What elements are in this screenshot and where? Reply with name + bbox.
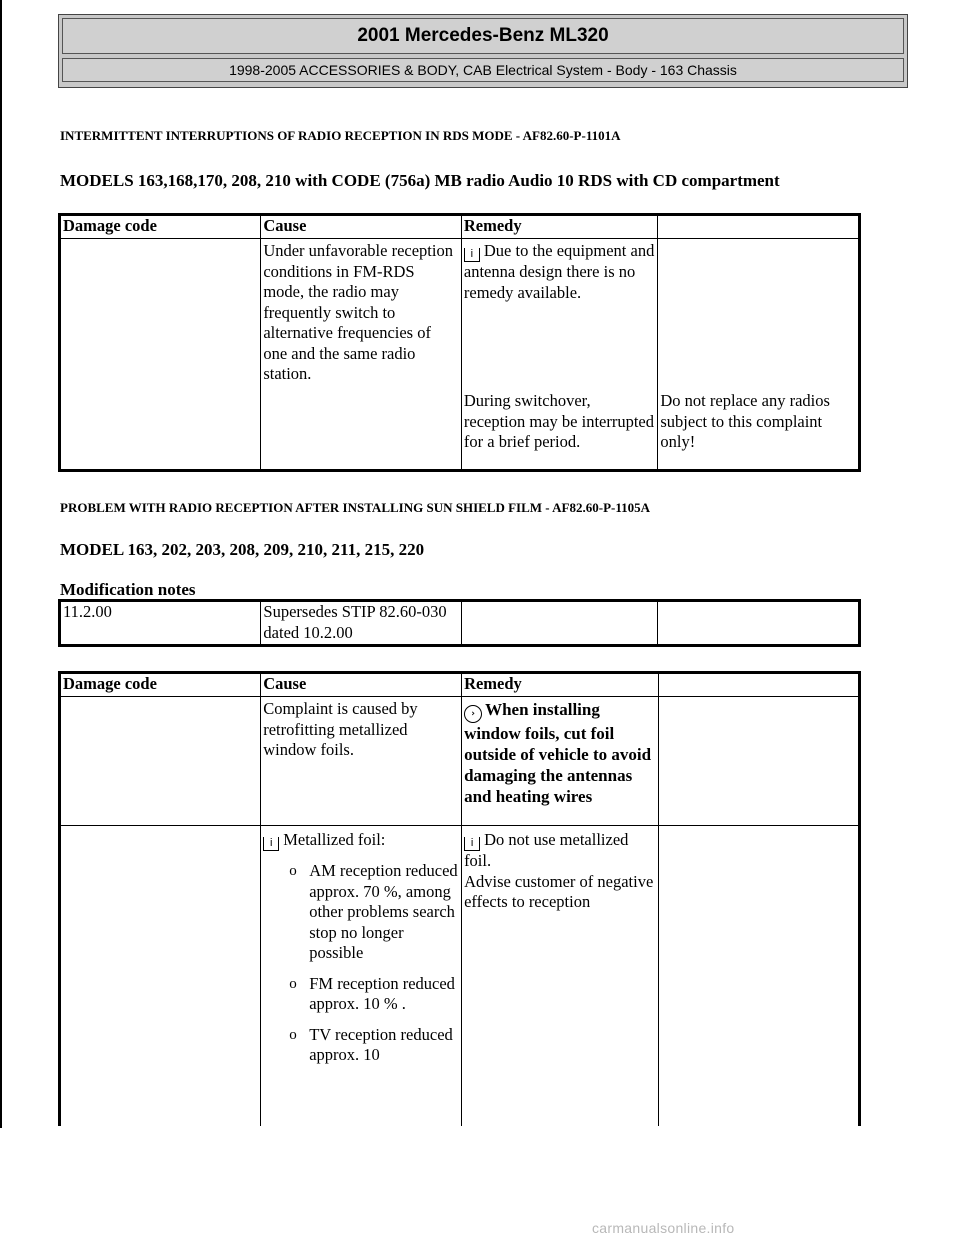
col-cause: Cause — [261, 215, 462, 239]
mod-date: 11.2.00 — [60, 601, 261, 646]
info-icon: i — [464, 837, 480, 851]
list-item: o FM reception reduced approx. 10 % . — [289, 974, 459, 1015]
cause-cell — [261, 826, 462, 1127]
remedy-cell — [462, 697, 658, 826]
extra-cell — [658, 697, 860, 826]
cause-text: Under unfavorable reception conditions in FM-RDS mode, the radio may frequently switch to alternative frequencies of one and the same radio station. — [263, 241, 453, 383]
row2-remedy-2: Advise customer of negative effects to reception — [464, 871, 654, 911]
remedy-note — [464, 239, 656, 303]
row2-remedy-1 — [464, 826, 655, 872]
mod-text: Supersedes STIP 82.60-030 dated 10.2.00 — [261, 601, 462, 646]
damage-code-cell — [60, 826, 261, 1127]
section1-table — [58, 213, 861, 472]
col-remedy: Remedy — [461, 215, 658, 239]
mod-empty-2 — [658, 601, 860, 646]
remedy-note-text: Due to the equipment and antenna design there is no remedy available. — [463, 241, 655, 302]
extra-cell — [658, 826, 860, 1127]
table-header-row — [60, 673, 860, 697]
col-cause: Cause — [261, 673, 462, 697]
cause-cell — [261, 697, 462, 826]
do-not-replace-text: Do not replace any radios subject to this complaint only! — [660, 391, 830, 451]
section2-heading: PROBLEM WITH RADIO RECEPTION AFTER INSTALLING SUN SHIELD FILM - AF82.60-P-1105A — [60, 500, 651, 515]
document-header — [58, 14, 908, 88]
info-icon: i — [263, 837, 279, 851]
switchover-text: During switchover, reception may be interrupted for a brief period. — [463, 391, 655, 451]
damage-code-cell — [60, 697, 261, 826]
section2-models: MODEL 163, 202, 203, 208, 209, 210, 211, 215, 220 — [60, 540, 425, 559]
section1-models: MODELS 163,168,170, 208, 210 with CODE (756a) MB radio Audio 10 RDS with CD compartment — [60, 171, 780, 190]
row2-cause-title-text: Metallized foil: — [283, 830, 386, 849]
table-row — [60, 697, 860, 826]
col-extra — [658, 673, 860, 697]
arrow-right-icon: › — [464, 705, 482, 723]
table-row — [60, 601, 860, 646]
row1-remedy-text: When installing window foils, cut foil outside of vehicle to avoid damaging the antennas and heating wires — [464, 700, 652, 806]
extra-cell — [658, 239, 860, 471]
section2-table — [58, 671, 861, 1126]
mod-empty-1 — [462, 601, 658, 646]
document-subtitle: 1998-2005 ACCESSORIES & BODY, CAB Electrical System - Body - 163 Chassis — [62, 58, 904, 82]
table-row — [60, 239, 860, 471]
table-header-row — [60, 215, 860, 239]
table-row — [60, 826, 860, 1127]
row1-remedy — [464, 697, 655, 807]
cause-cell — [261, 239, 462, 471]
row2-cause-title — [263, 826, 459, 851]
remedy-cell — [462, 826, 658, 1127]
row2-remedy-1-text: Do not use metallized foil. — [464, 830, 629, 870]
remedy-cell — [461, 239, 658, 471]
col-remedy: Remedy — [462, 673, 658, 697]
col-damage-code: Damage code — [60, 673, 261, 697]
watermark: carmanualsonline.info — [592, 1220, 735, 1236]
modification-notes-table — [58, 599, 861, 647]
damage-code-cell — [60, 239, 261, 471]
row1-cause-text: Complaint is caused by retrofitting metallized window foils. — [263, 699, 418, 759]
list-item: o AM reception reduced approx. 70 %, among other problems search stop no longer possible — [289, 861, 459, 964]
document-title: 2001 Mercedes-Benz ML320 — [62, 18, 904, 54]
cause-bullet-list — [263, 861, 459, 1066]
col-extra — [658, 215, 860, 239]
list-item: o TV reception reduced approx. 10 — [289, 1025, 459, 1066]
modification-notes-label: Modification notes — [60, 580, 196, 599]
info-icon: i — [464, 248, 480, 262]
col-damage-code: Damage code — [60, 215, 261, 239]
section1-heading: INTERMITTENT INTERRUPTIONS OF RADIO RECEPTION IN RDS MODE - AF82.60-P-1101A — [60, 128, 621, 143]
